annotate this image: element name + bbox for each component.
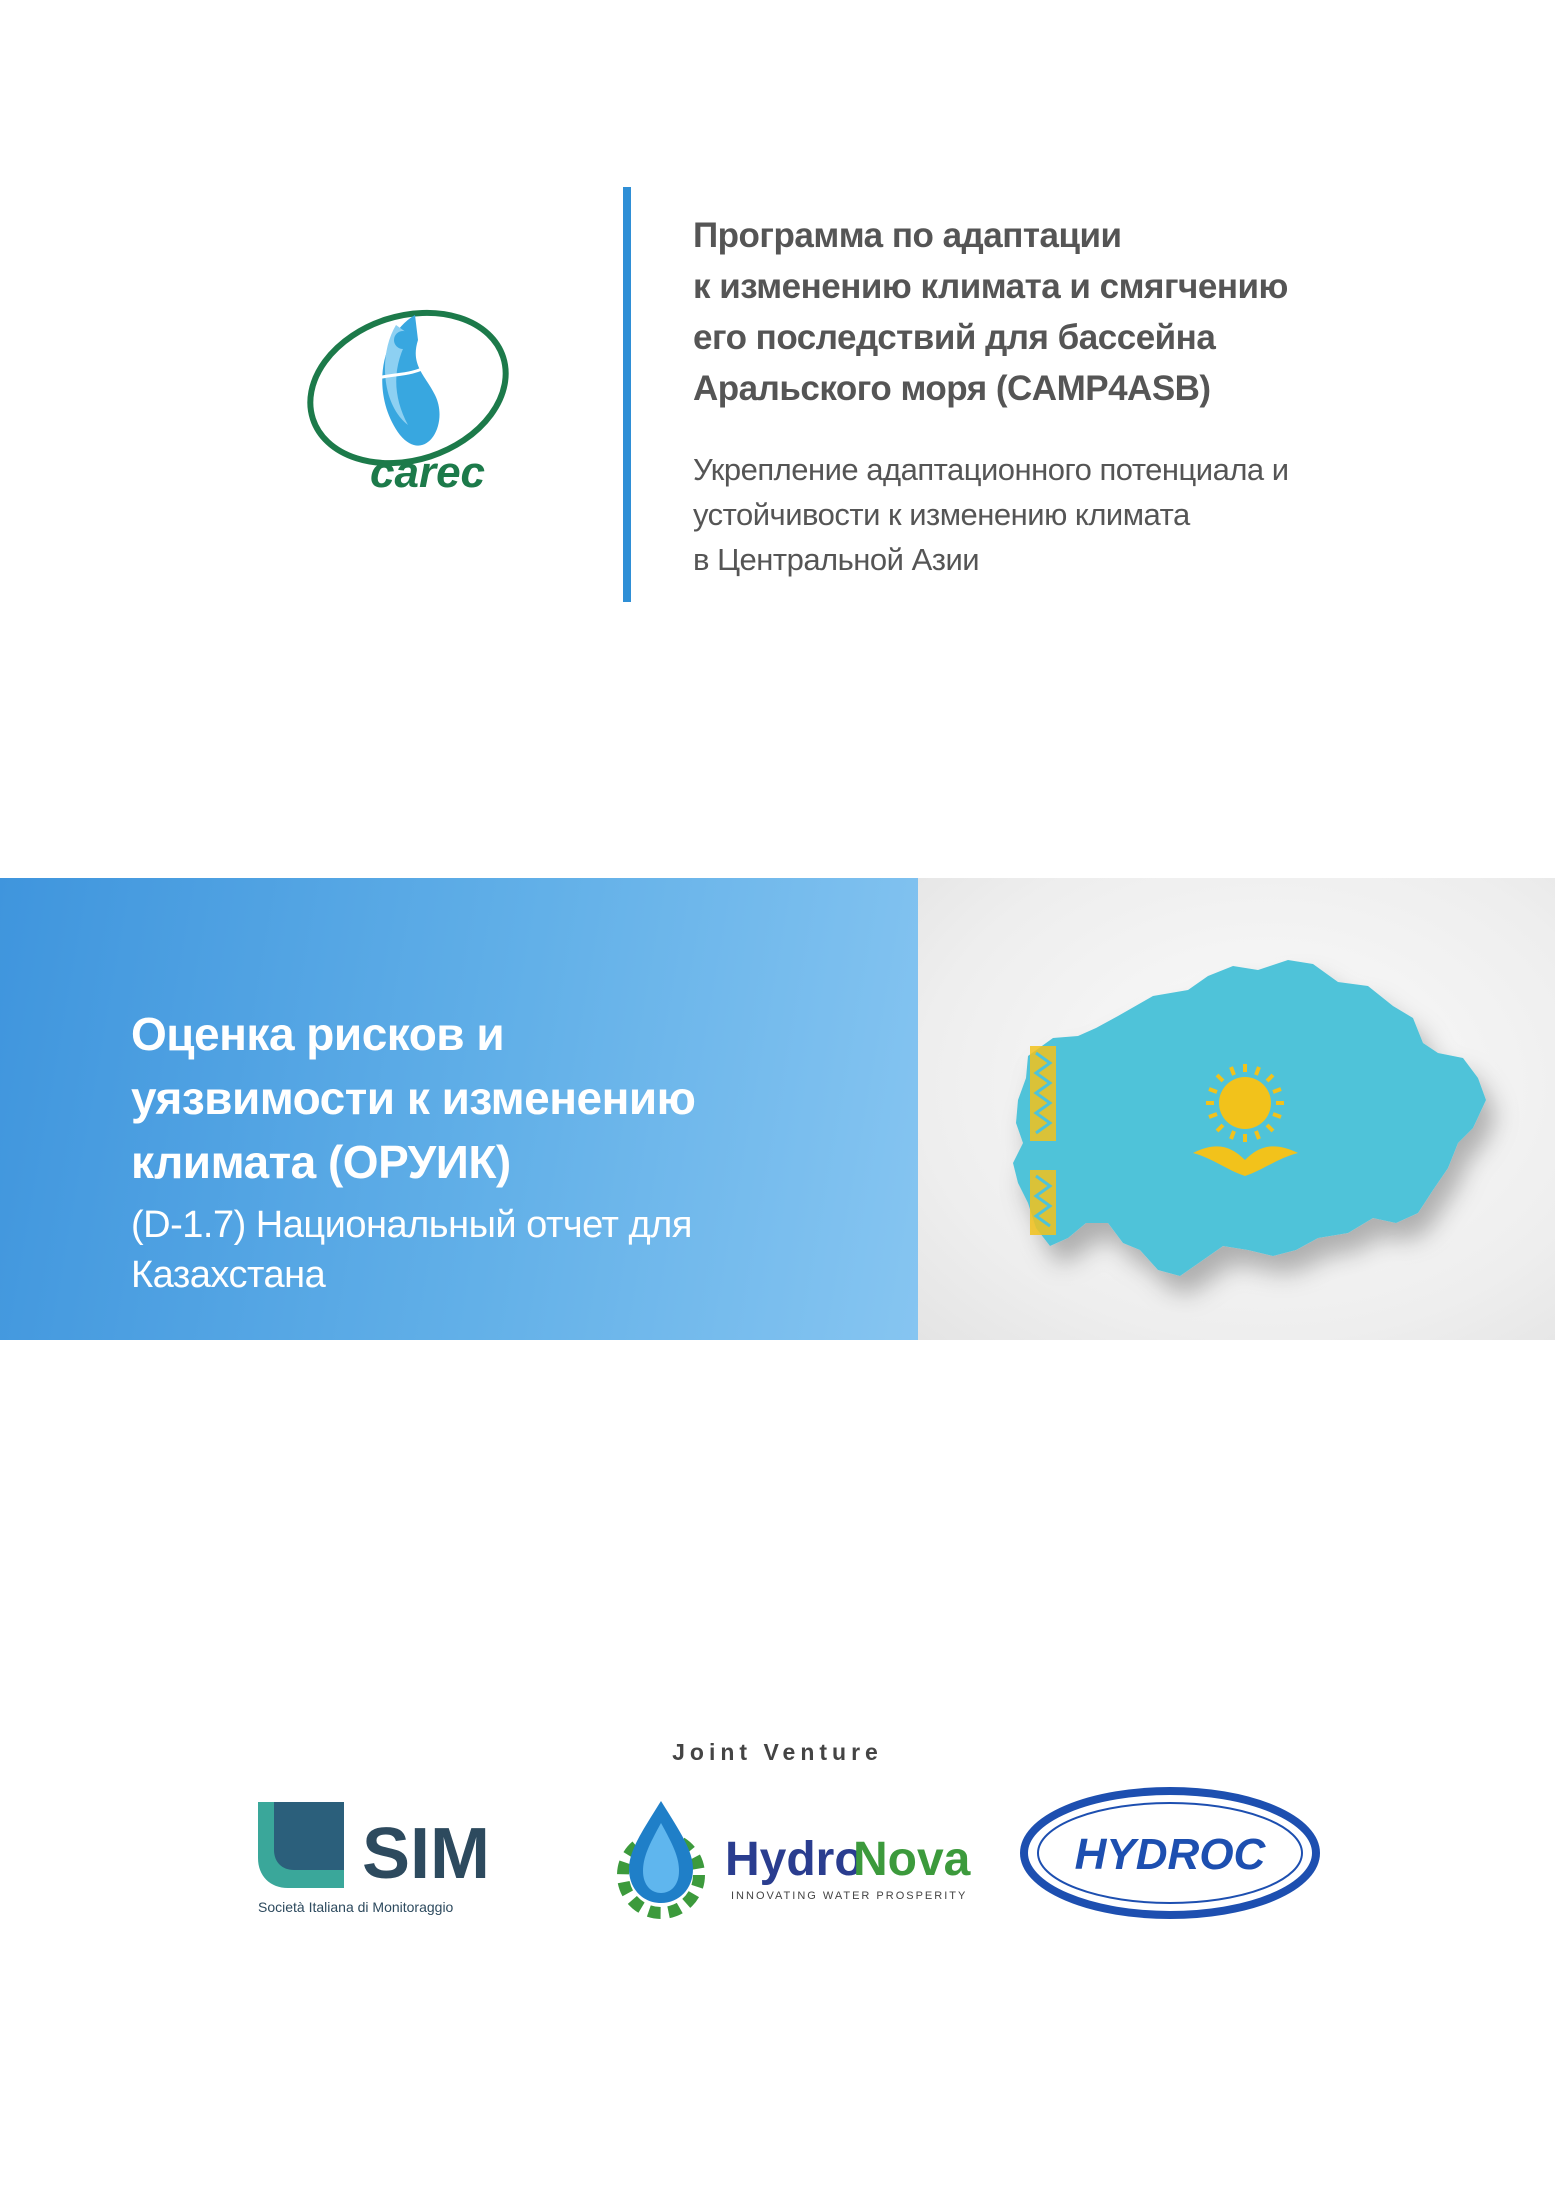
header-divider (623, 187, 631, 602)
program-title-line: к изменению климата и смягчению (693, 267, 1288, 306)
hydronova-name-part2: Nova (853, 1833, 971, 1886)
program-title-line: его последствий для бассейна (693, 318, 1216, 357)
report-subtitle-line: (D-1.7) Национальный отчет для (131, 1204, 692, 1246)
program-subtitle-line: устойчивости к изменению климата (693, 497, 1190, 532)
sim-logo-tagline: Società Italiana di Monitoraggio (258, 1899, 454, 1915)
report-title-line: Оценка рисков и (131, 1008, 505, 1060)
program-title (693, 210, 1333, 414)
carec-logo (300, 285, 522, 503)
program-title-line: Программа по адаптации (693, 216, 1122, 255)
hydronova-tagline: INNOVATING WATER PROSPERITY (731, 1890, 968, 1902)
sim-logo-text: SIM (362, 1814, 491, 1894)
report-title (131, 1002, 911, 1194)
hydroc-logo-text: HYDROC (1074, 1830, 1266, 1879)
carec-logo-text: carec (370, 448, 486, 497)
kazakhstan-flag-map (918, 878, 1555, 1340)
report-subtitle (131, 1200, 911, 1300)
sim-logo (256, 1798, 516, 1918)
report-title-line: климата (ОРУИК) (131, 1136, 511, 1188)
hydroc-logo (1018, 1783, 1323, 1923)
report-title-line: уязвимости к изменению (131, 1072, 696, 1124)
program-title-line: Аральского моря (CAMP4ASB) (693, 369, 1211, 408)
program-subtitle-line: Укрепление адаптационного потенциала и (693, 452, 1289, 487)
program-subtitle (693, 447, 1333, 582)
hydronova-name-part1: Hydro (725, 1833, 864, 1886)
hydronova-logo (603, 1793, 983, 1923)
program-subtitle-line: в Центральной Азии (693, 542, 980, 577)
joint-venture-label: Joint Venture (672, 1739, 883, 1765)
report-subtitle-line: Казахстана (131, 1254, 326, 1296)
hydronova-gear-drop-icon (623, 1801, 699, 1913)
